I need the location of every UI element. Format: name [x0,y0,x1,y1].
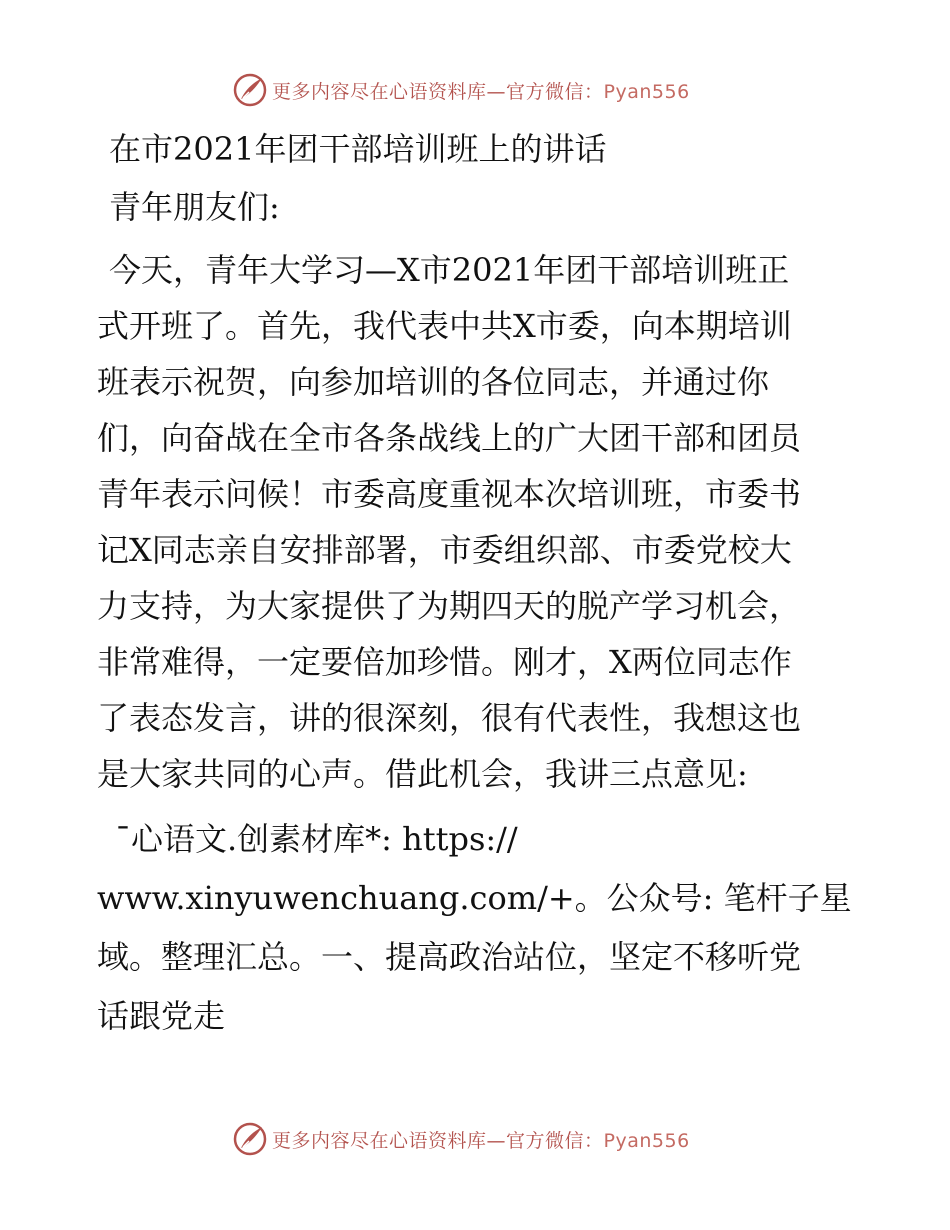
paragraph-line: 了表态发言，讲的很深刻，很有代表性，我想这也 [97,699,802,737]
paragraph-line: 青年表示问候！市委高度重视本次培训班，市委书 [97,475,802,513]
greeting: 青年朋友们: [109,188,280,226]
paragraph-line: 力支持，为大家提供了为期四天的脱产学习机会， [97,587,802,625]
paragraph-line: ¯心语文.创素材库*: https:// [115,820,518,858]
paragraph-line: 域。整理汇总。一、提高政治站位，坚定不移听党 [97,938,802,976]
paragraph-line: 式开班了。首先，我代表中共X市委，向本期培训 [97,307,792,345]
quill-logo-icon [232,72,268,108]
header-watermark [232,70,690,110]
watermark-text: 更多内容尽在心语资料库—官方微信：Pyan556 [272,80,690,103]
quill-logo-icon [232,1121,268,1157]
paragraph-line: 是大家共同的心声。借此机会，我讲三点意见: [97,755,748,793]
page-title: 在市2021年团干部培训班上的讲话 [109,130,607,168]
paragraph-1 [97,242,857,802]
watermark-account: Pyan556 [603,1129,690,1152]
paragraph-line: 非常难得，一定要倍加珍惜。刚才，X两位同志作 [97,643,792,681]
paragraph-line: 记X同志亲自安排部署，市委组织部、市委党校大 [97,531,792,569]
paragraph-line: 们，向奋战在全市各条战线上的广大团干部和团员 [97,419,802,457]
paragraph-line: www.xinyuwenchuang.com/+。公众号: 笔杆子星 [97,879,852,917]
watermark-text: 更多内容尽在心语资料库—官方微信：Pyan556 [272,1129,690,1152]
paragraph-line: 今天，青年大学习—X市2021年团干部培训班正 [109,251,790,289]
paragraph-line: 班表示祝贺，向参加培训的各位同志，并通过你 [97,363,770,401]
paragraph-2 [97,810,857,1046]
watermark-account: Pyan556 [603,80,690,103]
paragraph-line: 话跟党走 [97,997,226,1035]
document-body [97,122,857,1046]
footer-watermark [232,1119,690,1159]
